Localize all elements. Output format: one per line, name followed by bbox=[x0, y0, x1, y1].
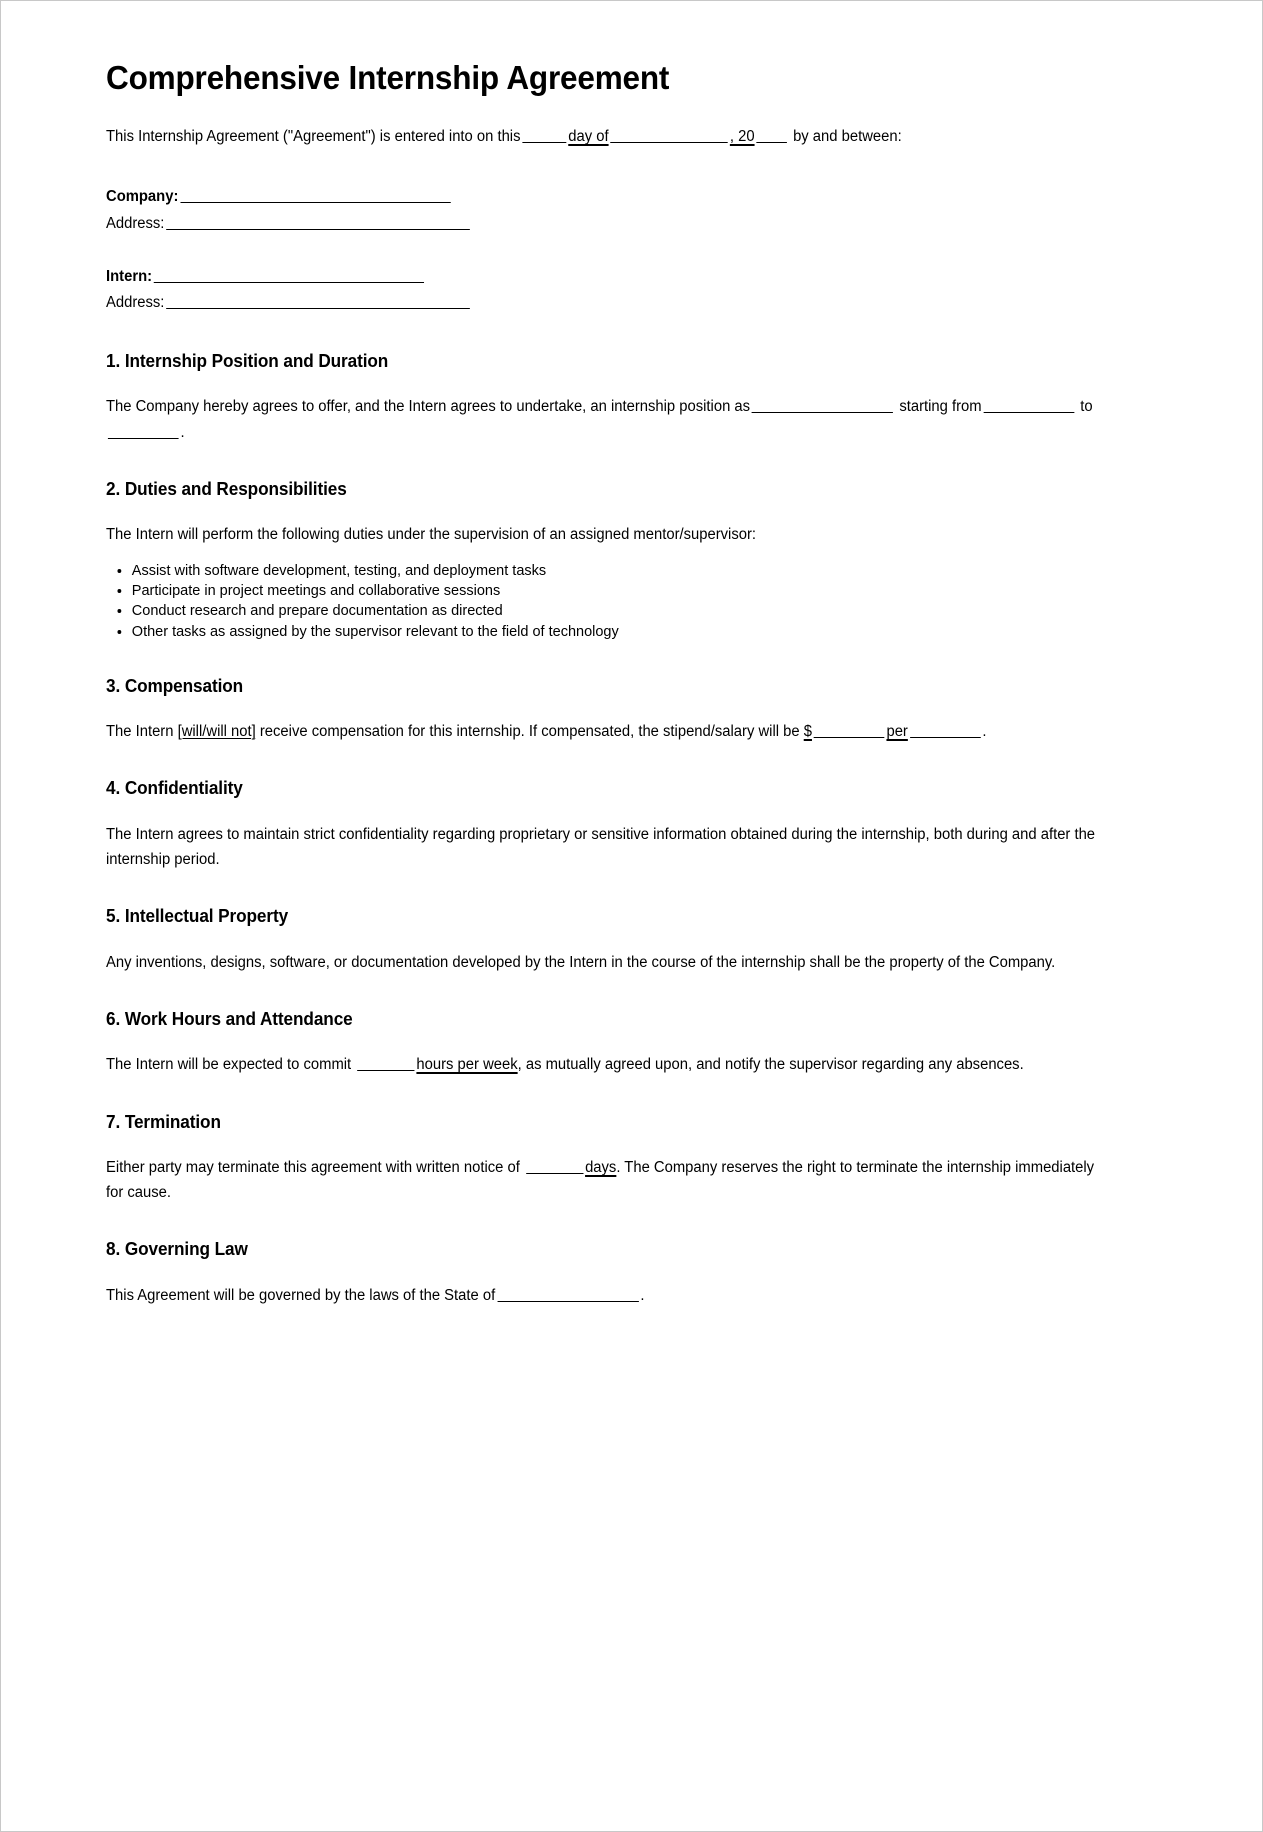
blank-year[interactable] bbox=[756, 127, 787, 143]
list-item: • Other tasks as assigned by the supervisor relevant to the field of technology bbox=[132, 622, 1114, 642]
section-8-paragraph bbox=[106, 1283, 1114, 1308]
blank-company-name[interactable] bbox=[180, 187, 450, 203]
list-item: • Assist with software development, testing, and deployment tasks bbox=[132, 561, 1114, 581]
section-6-text-part1: The Intern will be expected to commit bbox=[106, 1056, 352, 1074]
blank-month[interactable] bbox=[610, 127, 727, 143]
section-8-text-part1: This Agreement will be governed by the laws of the State of bbox=[106, 1286, 496, 1304]
list-item: • Conduct research and prepare documentation as directed bbox=[132, 601, 1114, 621]
section-5-paragraph: Any inventions, designs, software, or documentation developed by the Intern in the course of the internship shall be the property of the Company. bbox=[106, 953, 1056, 971]
company-party-block bbox=[106, 184, 1114, 237]
section-1-text-part3: to bbox=[1080, 398, 1093, 416]
blank-position-title[interactable] bbox=[752, 398, 893, 414]
page-title: Comprehensive Internship Agreement bbox=[106, 59, 670, 96]
intern-party-block bbox=[106, 264, 1114, 317]
hours-unit-label: hours per week bbox=[416, 1056, 518, 1074]
company-address-label: Address: bbox=[106, 214, 165, 232]
intern-name-line bbox=[106, 264, 1114, 291]
section-3-text-part1: The Intern bbox=[106, 723, 174, 741]
intro-text-part3: , 20 bbox=[729, 127, 755, 145]
section-heading-4: 4. Confidentiality bbox=[106, 778, 243, 799]
section-6-text-part2: , as mutually agreed upon, and notify the supervisor regarding any absences. bbox=[517, 1056, 1024, 1074]
intro-text-part1: This Internship Agreement ("Agreement") is entered into on this bbox=[106, 127, 521, 145]
section-1-paragraph bbox=[106, 394, 1114, 444]
blank-start-date[interactable] bbox=[984, 398, 1075, 414]
blank-day[interactable] bbox=[522, 127, 566, 143]
currency-symbol: $ bbox=[803, 723, 812, 741]
intern-address-line bbox=[106, 290, 1114, 317]
section-4-paragraph: The Intern agrees to maintain strict confidentiality regarding proprietary or sensitive information obtained during the internship, both during and after the internship period. bbox=[106, 825, 1096, 868]
blank-weekly-hours[interactable] bbox=[357, 1056, 414, 1072]
section-1-text-part2: starting from bbox=[899, 398, 982, 416]
section-3-paragraph bbox=[106, 719, 1114, 744]
section-7-text-part1: Either party may terminate this agreement with written notice of bbox=[106, 1159, 520, 1177]
blank-pay-period[interactable] bbox=[910, 722, 981, 738]
section-2-lead-in: The Intern will perform the following duties under the supervision of an assigned mentor/supervisor: bbox=[106, 526, 757, 544]
section-1-text-part1: The Company hereby agrees to offer, and the Intern agrees to undertake, an internship position as bbox=[106, 398, 751, 416]
stipend-amount-group bbox=[804, 723, 987, 740]
section-heading-1: 1. Internship Position and Duration bbox=[106, 350, 389, 371]
blank-governing-state[interactable] bbox=[497, 1286, 638, 1302]
section-heading-7: 7. Termination bbox=[106, 1111, 221, 1132]
section-8-text-part2: . bbox=[640, 1286, 645, 1304]
intern-label: Intern: bbox=[106, 267, 153, 285]
blank-intern-name[interactable] bbox=[154, 267, 424, 283]
duties-list bbox=[106, 561, 1114, 641]
section-3-text-part2: receive compensation for this internship. If compensated, the stipend/salary will be bbox=[259, 723, 800, 741]
company-label: Company: bbox=[106, 188, 179, 206]
section-heading-2: 2. Duties and Responsibilities bbox=[106, 478, 347, 499]
list-item: • Participate in project meetings and collaborative sessions bbox=[132, 581, 1114, 601]
section-heading-8: 8. Governing Law bbox=[106, 1239, 248, 1260]
intern-address-label: Address: bbox=[106, 294, 165, 312]
intro-text-part4: by and between: bbox=[793, 127, 902, 145]
days-unit-label: days bbox=[585, 1159, 617, 1177]
blank-intern-address[interactable] bbox=[166, 293, 470, 309]
section-heading-6: 6. Work Hours and Attendance bbox=[106, 1008, 353, 1029]
company-address-line bbox=[106, 211, 1114, 238]
agreement-intro-paragraph bbox=[106, 125, 1114, 148]
document-body bbox=[106, 59, 1114, 1308]
blank-notice-days[interactable] bbox=[526, 1158, 583, 1174]
section-7-paragraph bbox=[106, 1155, 1114, 1205]
section-7-text-part2: . The Company reserves the right to terminate the internship immediately for cause. bbox=[106, 1159, 1095, 1202]
blank-company-address[interactable] bbox=[166, 214, 470, 230]
section-3-text-part3: per bbox=[886, 723, 908, 741]
section-6-paragraph bbox=[106, 1052, 1114, 1077]
intro-text-part2: day of bbox=[568, 127, 609, 145]
compensation-choice[interactable]: [will/will not] bbox=[177, 723, 256, 741]
blank-stipend-amount[interactable] bbox=[814, 722, 885, 738]
company-name-line bbox=[106, 184, 1114, 211]
section-heading-5: 5. Intellectual Property bbox=[106, 906, 289, 927]
section-3-text-part4: . bbox=[982, 723, 987, 741]
section-heading-3: 3. Compensation bbox=[106, 675, 244, 696]
section-1-text-part4: . bbox=[180, 423, 185, 441]
blank-end-date[interactable] bbox=[108, 423, 179, 439]
